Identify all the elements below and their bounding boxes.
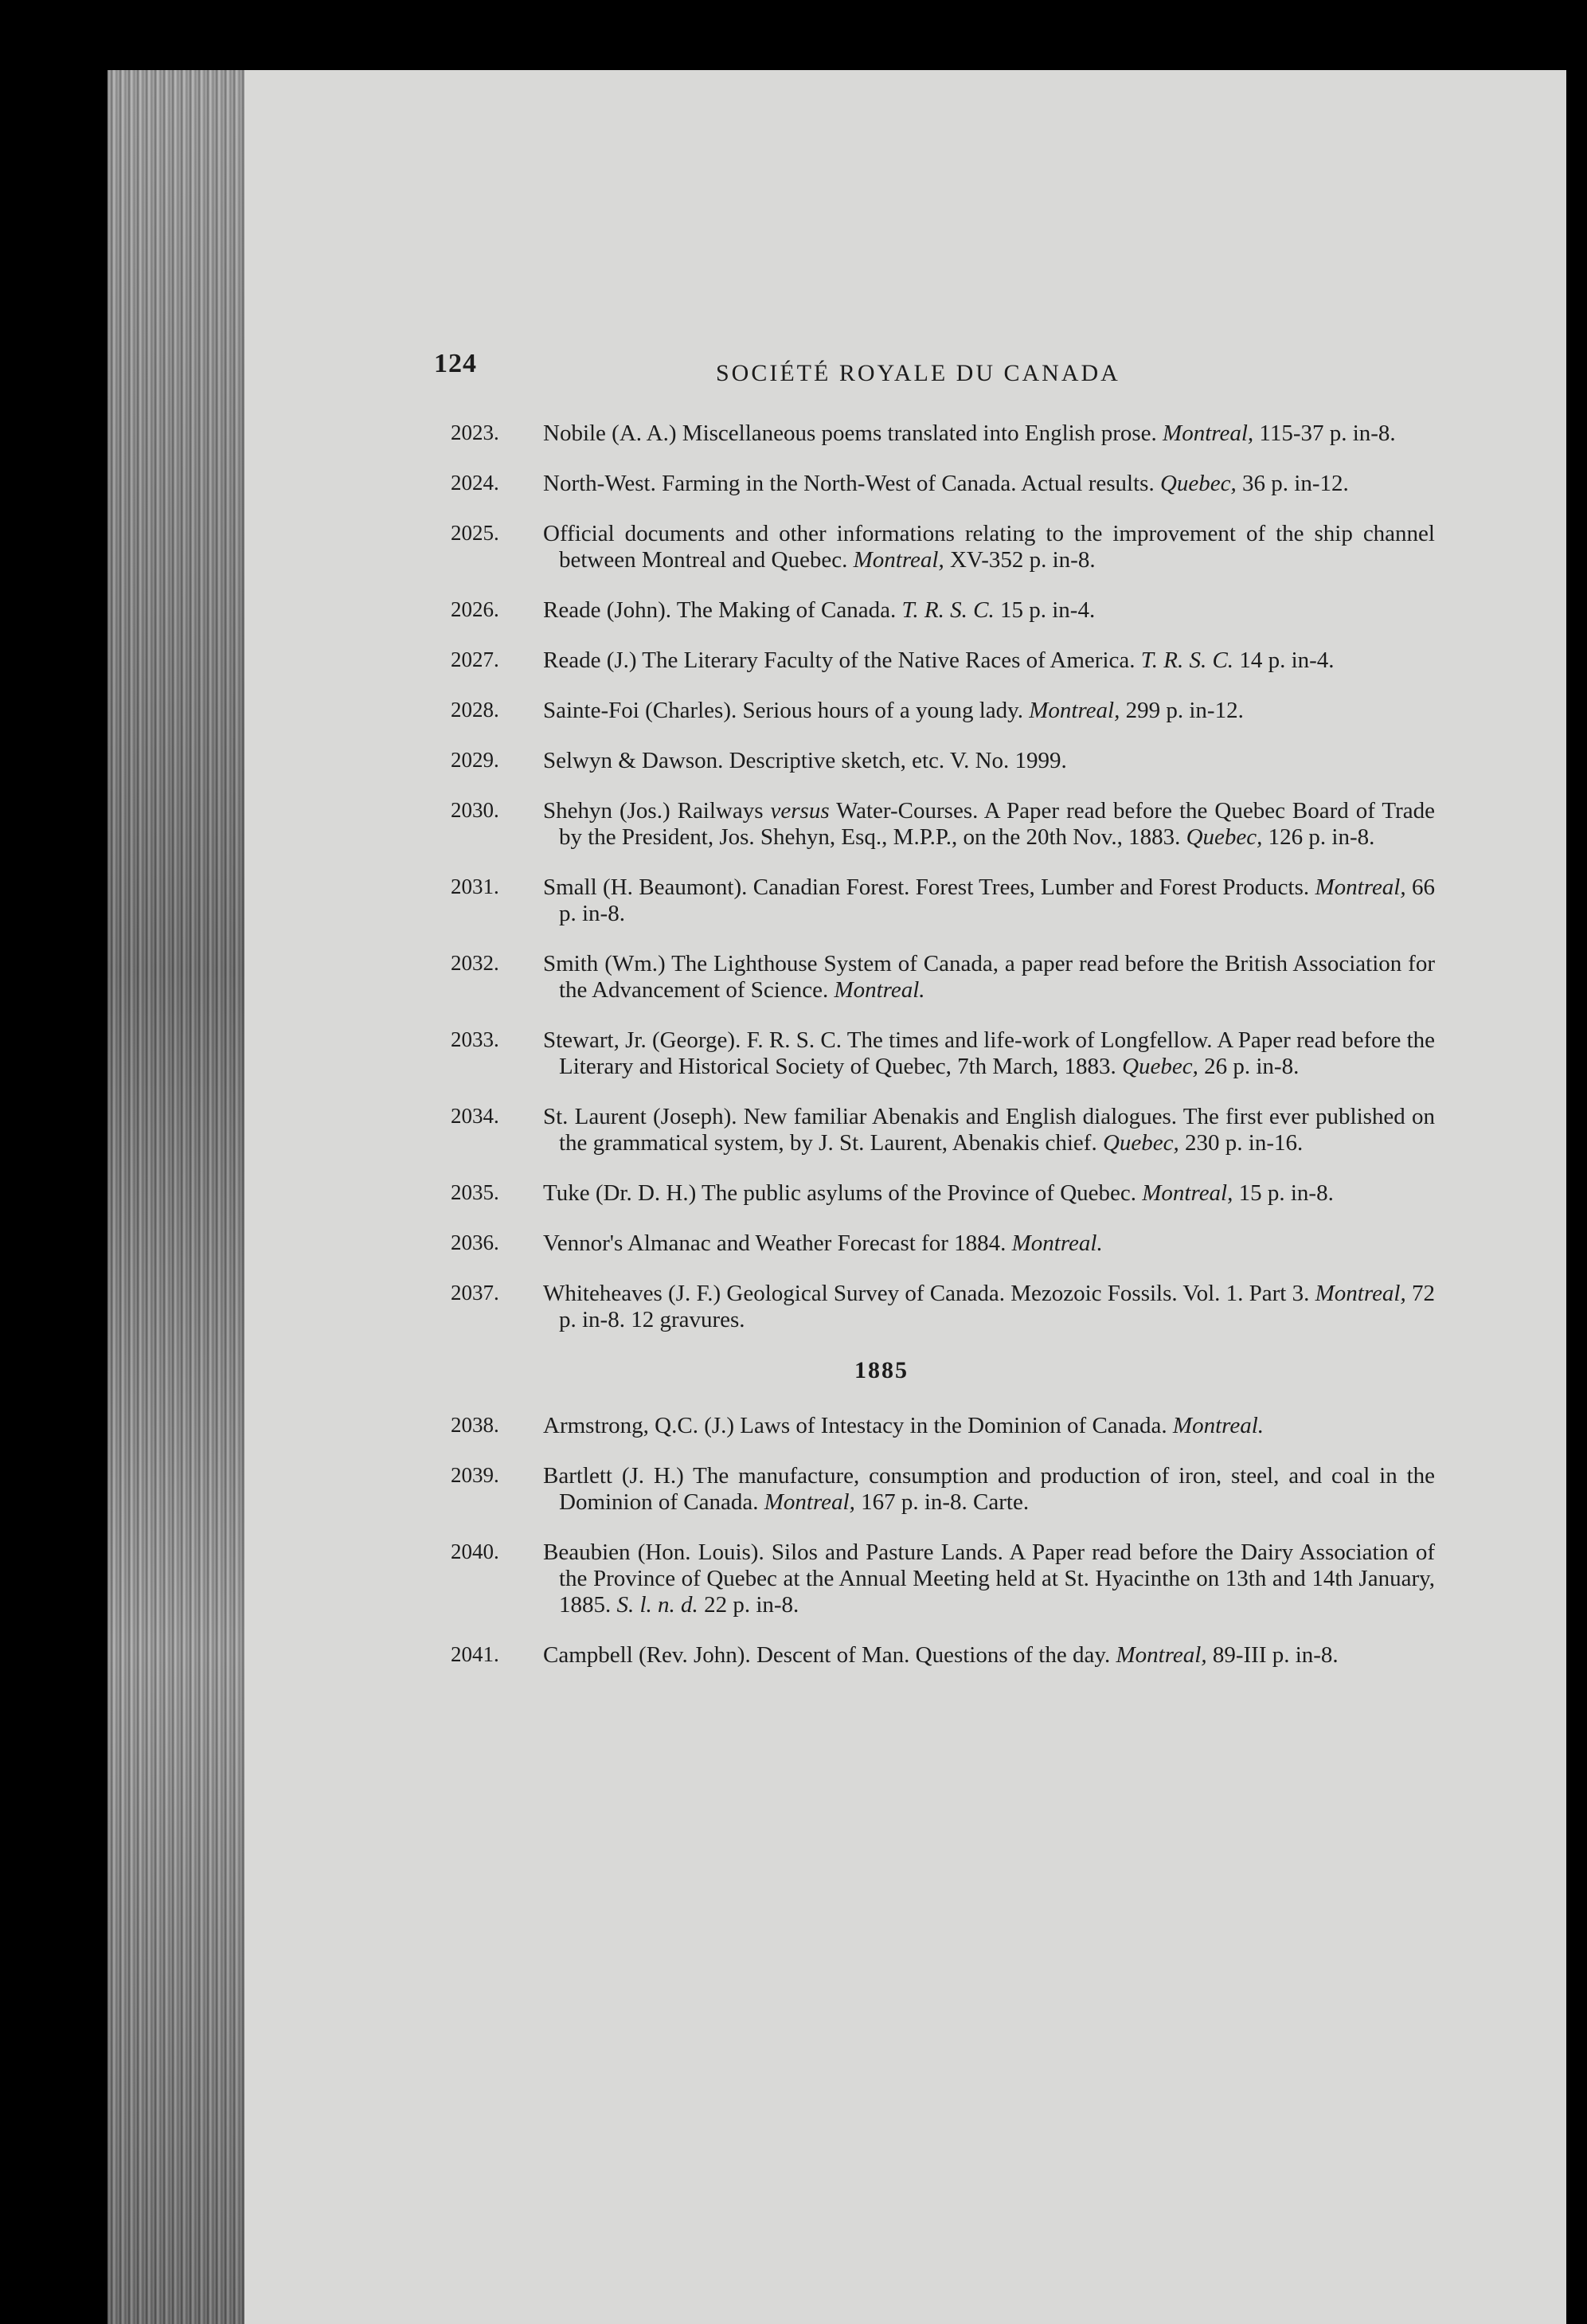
journal-title: SOCIÉTÉ ROYALE DU CANADA	[716, 360, 1120, 386]
bibliography-entry	[244, 1413, 1435, 1439]
bibliography-entry	[244, 874, 1435, 927]
entry-number: 2025.	[451, 521, 499, 545]
entry-text	[543, 471, 1435, 497]
entry-text	[543, 421, 1435, 447]
bibliography-entry	[244, 1180, 1435, 1207]
bibliography-entry	[244, 471, 1435, 497]
entry-text	[543, 748, 1435, 774]
entry-description: Nobile (A. A.) Miscellaneous poems translated into English prose.	[543, 421, 1163, 446]
entry-number: 2036.	[451, 1230, 499, 1254]
entry-description: Small (H. Beaumont). Canadian Forest. Forest Trees, Lumber and Forest Products.	[543, 874, 1315, 900]
entry-number: 2031.	[451, 874, 499, 898]
bibliography-entry	[244, 421, 1435, 447]
entry-description: 126 p. in-8.	[1262, 824, 1375, 850]
entry-number: 2032.	[451, 951, 499, 975]
entry-description: Tuke (Dr. D. H.) The public asylums of the Province of Quebec.	[543, 1180, 1143, 1206]
entry-number: 2033.	[451, 1027, 499, 1051]
running-head	[244, 349, 1566, 397]
book-page-edges	[107, 70, 244, 2324]
entry-text	[543, 1281, 1435, 1333]
entry-place: Quebec,	[1186, 824, 1263, 850]
entry-description: 115-37 p. in-8.	[1253, 421, 1396, 446]
entry-number: 2023.	[451, 421, 499, 444]
bibliography-entry	[244, 648, 1435, 674]
entry-number: 2026.	[451, 597, 499, 621]
entry-description: 299 p. in-12.	[1120, 698, 1244, 723]
entry-text	[543, 1104, 1435, 1156]
bibliography-entry	[244, 951, 1435, 1004]
entry-text	[543, 798, 1435, 851]
entry-text	[543, 1027, 1435, 1080]
bibliography-entry	[244, 1463, 1435, 1516]
entry-text	[543, 597, 1435, 624]
entry-description: Armstrong, Q.C. (J.) Laws of Intestacy in the Dominion of Canada.	[543, 1413, 1173, 1438]
bibliography-entry	[244, 748, 1435, 774]
bibliography-entry	[244, 1027, 1435, 1080]
book-page	[244, 70, 1566, 2324]
entry-text	[543, 648, 1435, 674]
bibliography-entry	[244, 1104, 1435, 1156]
page-number: 124	[434, 349, 477, 378]
entry-description: Stewart, Jr. (George). F. R. S. C. The times and life-work of Longfellow. A Paper read before the Literary and Historical Society of Quebec, 7th March, 1883.	[543, 1027, 1435, 1079]
entry-number: 2030.	[451, 798, 499, 822]
entry-number: 2029.	[451, 748, 499, 772]
entry-description: St. Laurent (Joseph). New familiar Abenakis and English dialogues. The first ever published on the grammatical system, by J. St. Laurent, Abenakis chief.	[543, 1104, 1435, 1156]
entry-description: Whiteheaves (J. F.) Geological Survey of Canada. Mezozoic Fossils. Vol. 1. Part 3.	[543, 1281, 1315, 1306]
entry-description: 89-III p. in-8.	[1206, 1642, 1339, 1668]
entry-description: Reade (John). The Making of Canada.	[543, 597, 902, 623]
entry-description: 15 p. in-4.	[994, 597, 1096, 623]
entry-description: Beaubien (Hon. Louis). Silos and Pasture Lands. A Paper read before the Dairy Association of the Province of Quebec at the Annual Meeting held at St. Hyacinthe on 13th and 14th January, 1885.	[543, 1540, 1435, 1618]
entry-description: 66 p. in-8.	[559, 874, 1435, 926]
scan-border-top	[0, 0, 1587, 70]
entry-description: 15 p. in-8.	[1233, 1180, 1334, 1206]
entries-1884	[244, 421, 1566, 1333]
entry-place: Quebec,	[1122, 1054, 1198, 1079]
bibliography-entry	[244, 1540, 1435, 1618]
entry-description: Official documents and other informations relating to the improvement of the ship channel between Montreal and Quebec.	[543, 521, 1435, 573]
entry-number: 2037.	[451, 1281, 499, 1305]
bibliography-entry	[244, 597, 1435, 624]
entry-description: North-West. Farming in the North-West of Canada. Actual results.	[543, 471, 1160, 496]
entry-text	[543, 874, 1435, 927]
entry-text	[543, 1540, 1435, 1618]
entry-number: 2024.	[451, 471, 499, 495]
entry-description: Sainte-Foi (Charles). Serious hours of a young lady.	[543, 698, 1030, 723]
bibliography-entry	[244, 698, 1435, 724]
bibliography-entry	[244, 1230, 1435, 1257]
entry-place: Montreal.	[1172, 1413, 1265, 1438]
entry-text	[543, 521, 1435, 573]
entry-description: 22 p. in-8.	[698, 1592, 799, 1618]
entry-place: Montreal.	[1011, 1230, 1103, 1256]
entry-text	[543, 1230, 1435, 1257]
entry-description: Reade (J.) The Literary Faculty of the Native Races of America.	[543, 648, 1141, 673]
bibliography-entry	[244, 1642, 1435, 1669]
entry-description: 36 p. in-12.	[1236, 471, 1349, 496]
bibliography-entry	[244, 798, 1435, 851]
entry-number: 2038.	[451, 1413, 499, 1437]
year-heading: 1885	[854, 1357, 909, 1383]
entry-description: 26 p. in-8.	[1198, 1054, 1300, 1079]
entry-number: 2039.	[451, 1463, 499, 1487]
entry-number: 2034.	[451, 1104, 499, 1128]
entry-description: Campbell (Rev. John). Descent of Man. Questions of the day.	[543, 1642, 1116, 1668]
entry-place: T. R. S. C.	[1140, 648, 1234, 673]
entry-description: Shehyn (Jos.) Railways	[543, 798, 771, 824]
entry-description: 230 p. in-16.	[1179, 1130, 1304, 1156]
bibliography-entry	[244, 1281, 1435, 1333]
entry-place: Montreal,	[1029, 698, 1120, 723]
entry-text	[543, 1463, 1435, 1516]
bibliography-list	[244, 421, 1566, 1692]
entry-place: Montreal,	[1163, 421, 1254, 446]
entry-description: Vennor's Almanac and Weather Forecast for 1884.	[543, 1230, 1012, 1256]
entry-description: Water-Courses. A Paper read before the Quebec Board of Trade by the President, Jos. Shehyn, Esq., M.P.P., on the 20th Nov., 1883.	[559, 798, 1435, 850]
entry-description: 72 p. in-8. 12 gravures.	[559, 1281, 1436, 1332]
entry-place: T. R. S. C.	[901, 597, 995, 623]
entry-text	[543, 698, 1435, 724]
entry-place: Montreal,	[1116, 1642, 1207, 1668]
entry-description: Bartlett (J. H.) The manufacture, consumption and production of iron, steel, and coal in the Dominion of Canada.	[543, 1463, 1435, 1515]
entry-number: 2041.	[451, 1642, 499, 1666]
entry-description: Smith (Wm.) The Lighthouse System of Canada, a paper read before the British Association for the Advancement of Science.	[543, 951, 1435, 1003]
entry-place: Montreal,	[853, 547, 944, 573]
entry-place: Montreal,	[1315, 1281, 1406, 1306]
entry-number: 2040.	[451, 1540, 499, 1563]
entry-place: Quebec,	[1102, 1130, 1179, 1156]
entry-text	[543, 951, 1435, 1004]
entries-1885	[244, 1413, 1566, 1669]
entry-description: Selwyn & Dawson. Descriptive sketch, etc. V. No. 1999.	[543, 748, 1067, 773]
entry-place: Montreal,	[764, 1489, 855, 1515]
entry-number: 2028.	[451, 698, 499, 722]
entry-number: 2035.	[451, 1180, 499, 1204]
scan-border-left	[0, 0, 107, 2324]
entry-place: versus	[770, 798, 830, 824]
entry-place: Quebec,	[1159, 471, 1237, 496]
entry-place: Montreal,	[1315, 874, 1406, 900]
entry-number: 2027.	[451, 648, 499, 671]
bibliography-entry	[244, 521, 1435, 573]
entry-text	[543, 1180, 1435, 1207]
entry-place: S. l. n. d.	[616, 1592, 698, 1618]
entry-text	[543, 1642, 1435, 1669]
entry-description: 167 p. in-8. Carte.	[854, 1489, 1030, 1515]
entry-text	[543, 1413, 1435, 1439]
entry-description: XV-352 p. in-8.	[944, 547, 1096, 573]
entry-place: Montreal,	[1142, 1180, 1233, 1206]
entry-description: 14 p. in-4.	[1233, 648, 1335, 673]
entry-place: Montreal.	[834, 977, 925, 1003]
scan-border-right	[1566, 0, 1587, 2324]
